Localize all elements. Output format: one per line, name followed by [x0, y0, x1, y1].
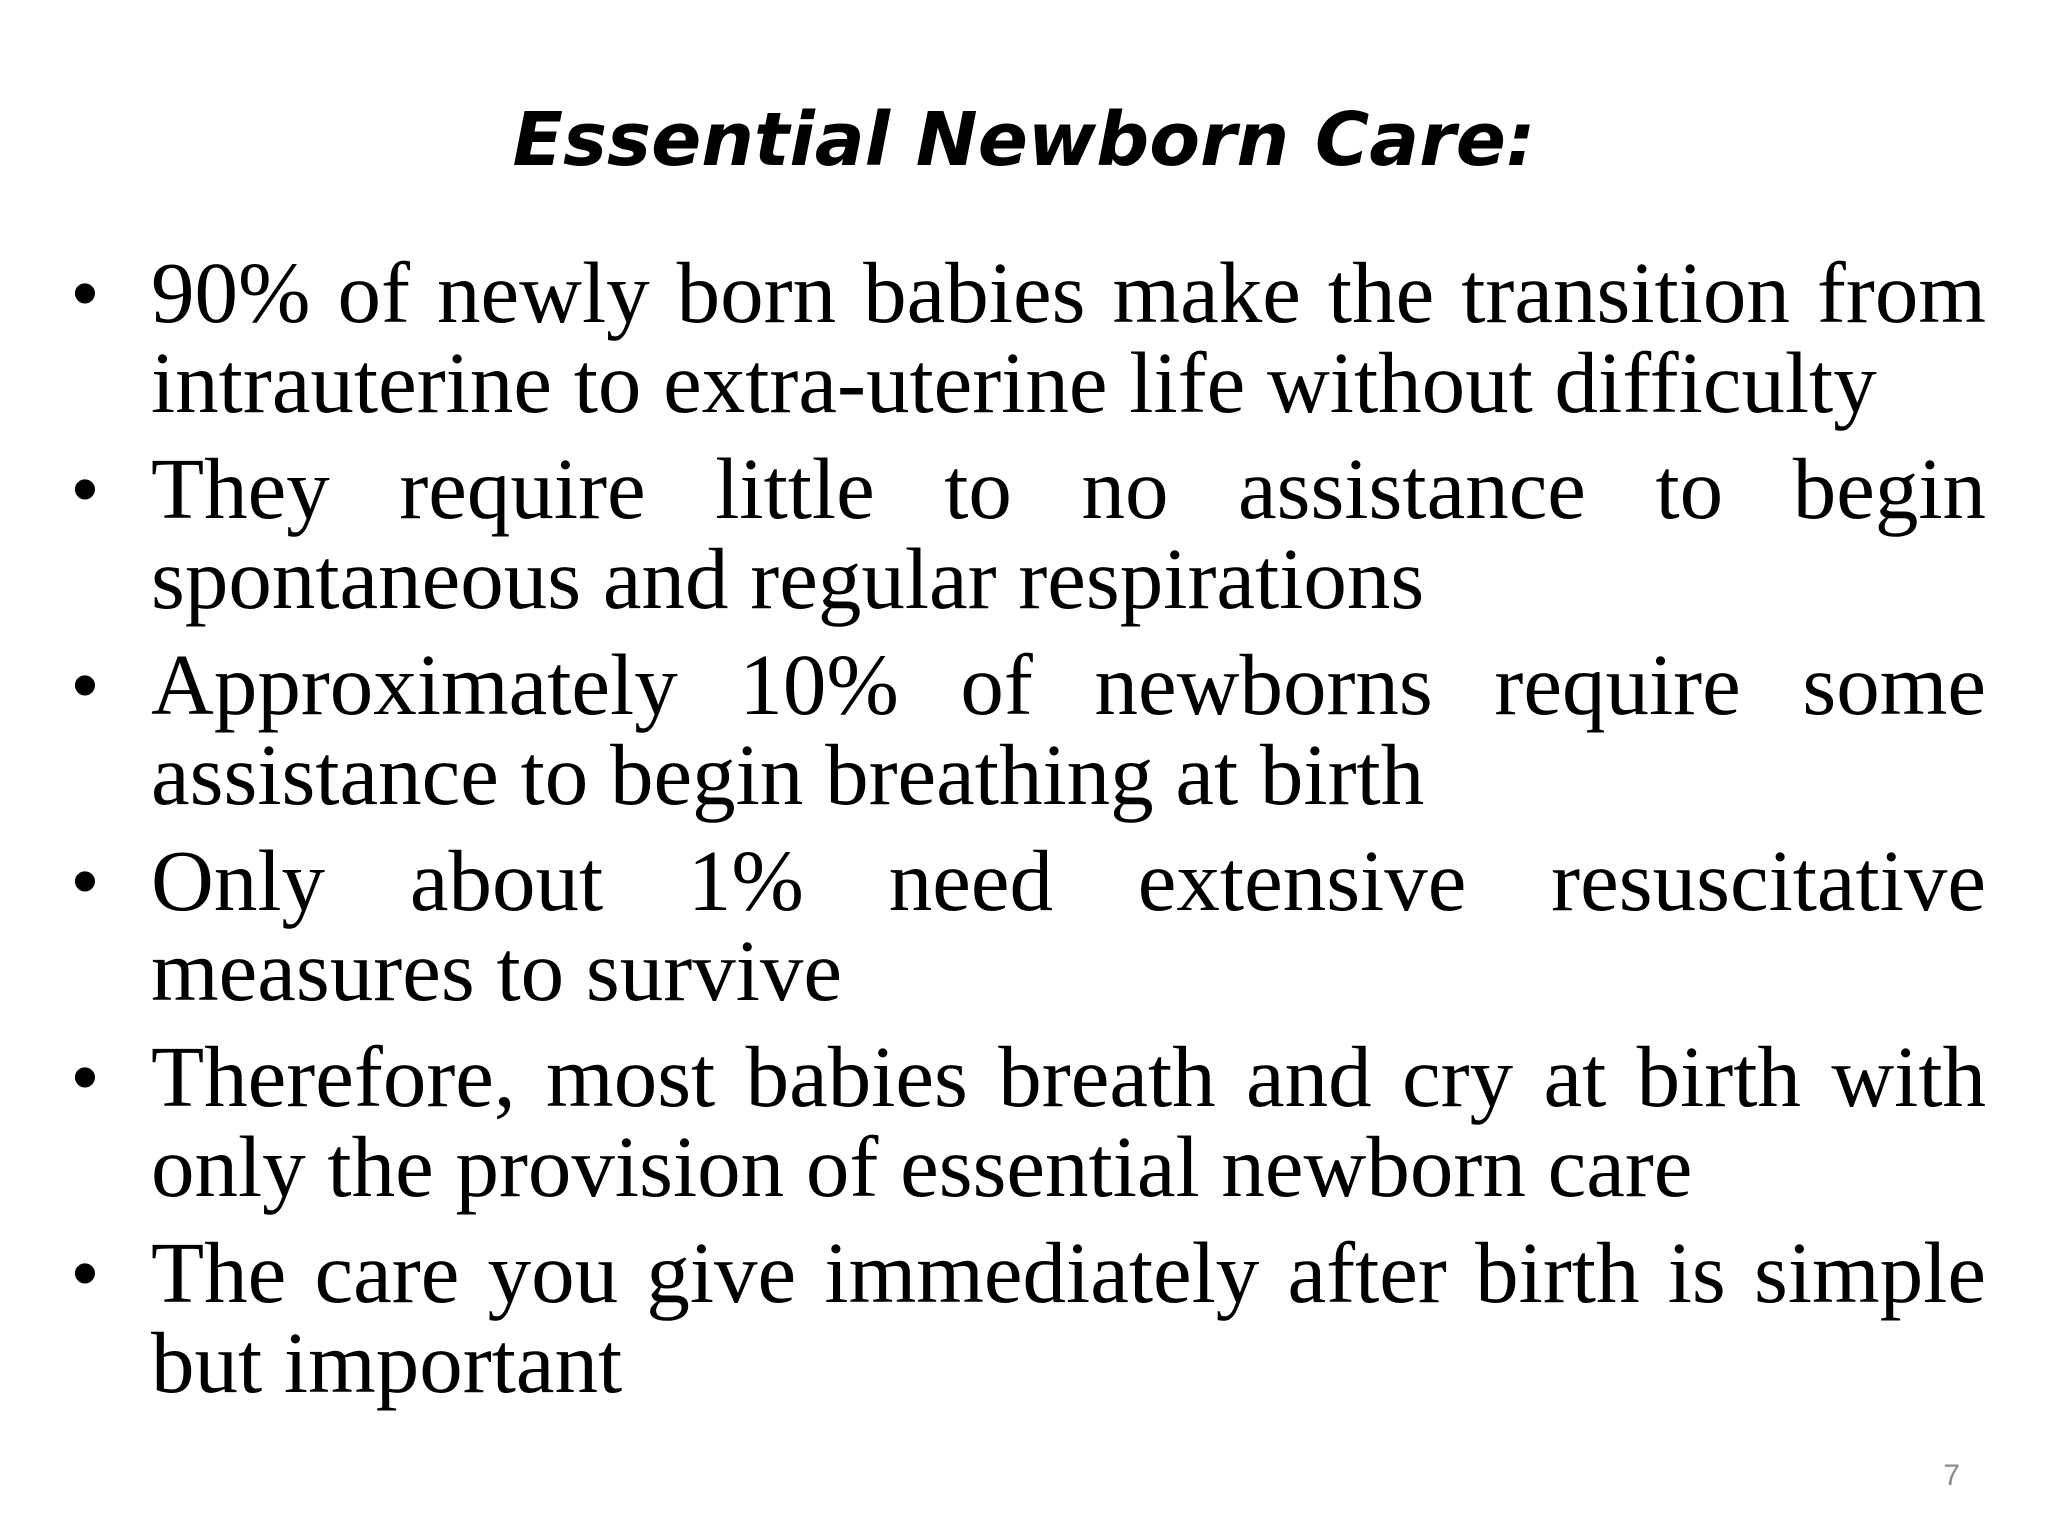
bullet-item	[0, 1028, 1986, 1215]
bullet-icon: •	[72, 643, 98, 726]
bullet-icon: •	[72, 1035, 98, 1118]
bullet-text: The care you give immediately after birth is simple but important	[151, 1224, 1986, 1411]
bullet-item	[0, 244, 1986, 431]
bullet-text: 90% of newly born babies make the transition from intrauterine to extra-uterine life without difficulty	[151, 244, 1986, 431]
bullet-item	[0, 1224, 1986, 1411]
bullet-item	[0, 440, 1986, 627]
bullet-text: Approximately 10% of newborns require some assistance to begin breathing at birth	[151, 636, 1986, 823]
slide-title: Essential Newborn Care:	[512, 97, 1536, 183]
bullet-item	[0, 832, 1986, 1019]
bullet-text: Only about 1% need extensive resuscitative measures to survive	[151, 832, 1986, 1019]
bullet-icon: •	[72, 447, 98, 530]
bullet-item	[0, 636, 1986, 823]
bullet-icon: •	[72, 839, 98, 922]
bullet-icon: •	[72, 1231, 98, 1314]
bullet-icon: •	[72, 251, 98, 334]
bullet-text: Therefore, most babies breath and cry at birth with only the provision of essential newborn care	[151, 1028, 1986, 1215]
bullet-list	[0, 244, 2048, 1424]
bullet-text: They require little to no assistance to begin spontaneous and regular respirations	[151, 440, 1986, 627]
page-number: 7	[1943, 1459, 1960, 1492]
